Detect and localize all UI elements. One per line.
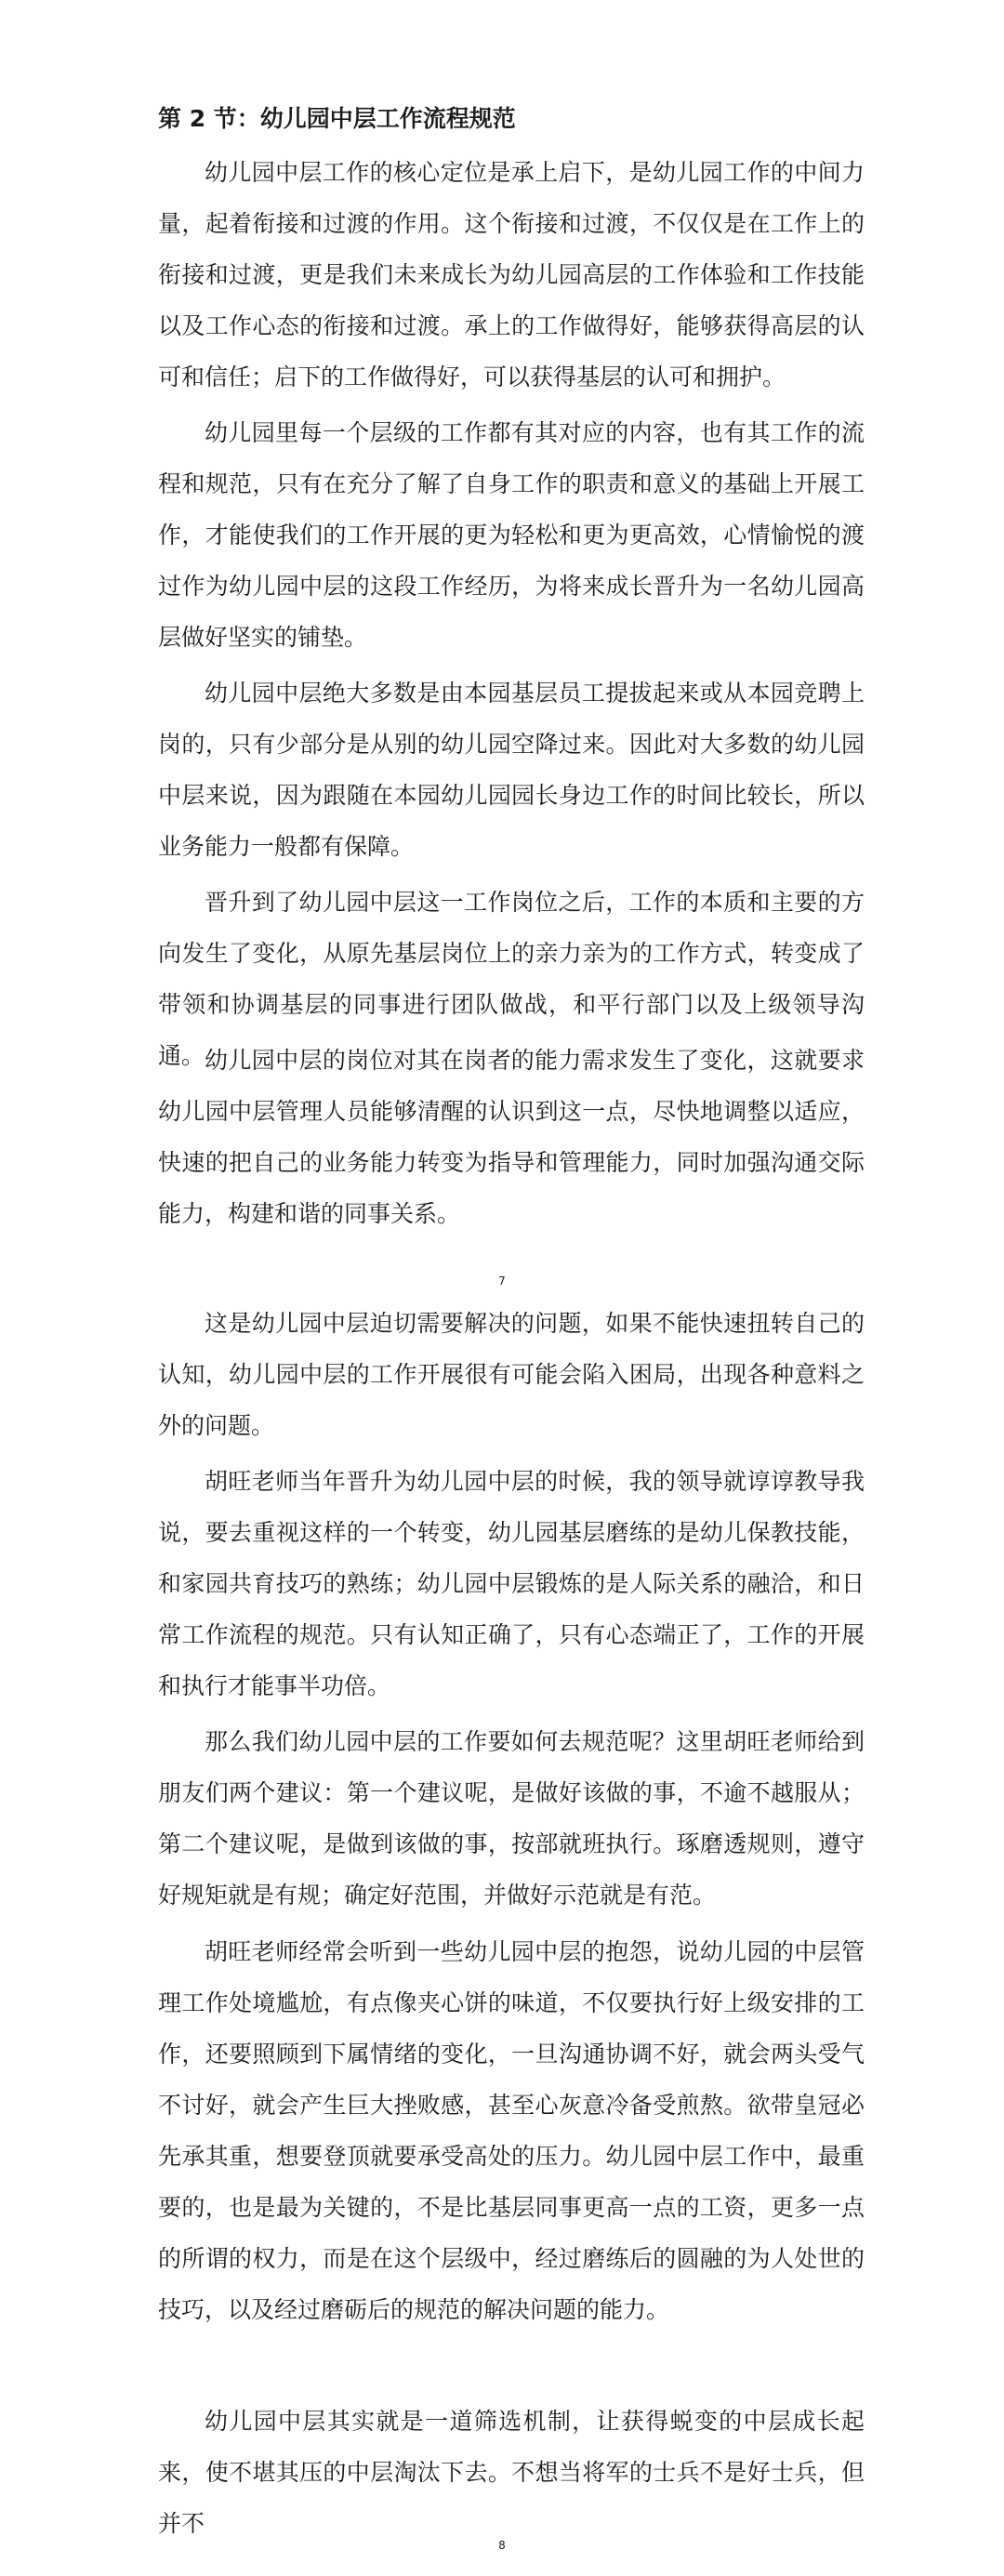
- paragraph-workflow-standards: 幼儿园里每一个层级的工作都有其对应的内容，也有其工作的流程和规范，只有在充分了解了自身工作的职责和意义的基础上开展工作，才能使我们的工作开展的更为轻松和更为更高效，心情愉悦的渡过作为幼儿园中层的这段工作经历，为将来成长晋升为一名幼儿园高层做好坚实的铺垫。: [158, 419, 865, 651]
- page-number: 7: [498, 1275, 506, 1288]
- paragraph-screening-mechanism: 幼儿园中层其实就是一道筛选机制，让获得蜕变的中层成长起来，使不堪其压的中层淘汰下去。不想当将军的士兵不是好士兵，但并不: [158, 2408, 865, 2537]
- section-title: 第 2 节：幼儿园中层工作流程规范: [158, 105, 516, 132]
- paragraph-two-suggestions: 那么我们幼儿园中层的工作要如何去规范呢？这里胡旺老师给到朋友们两个建议：第一个建议呢，是做好该做的事，不逾不越服从；第二个建议呢，是做到该做的事，按部就班执行。琢磨透规则，遵守好规矩就是有规；确定好范围，并做好示范就是有范。: [158, 1728, 865, 1909]
- paragraph-middle-pressure: 胡旺老师经常会听到一些幼儿园中层的抱怨，说幼儿园的中层管理工作处境尴尬，有点像夹心饼的味道，不仅要执行好上级安排的工作，还要照顾到下属情绪的变化，一旦沟通协调不好，就会两头受气不讨好，就会产生巨大挫败感，甚至心灰意冷备受煎熬。欲带皇冠必先承其重，想要登顶就要承受高处的压力。幼儿园中层工作中，最重要的，也是最为关键的，不是比基层同事更高一点的工资，更多一点的所谓的权力，而是在这个层级中，经过磨练后的圆融的为人处世的技巧，以及经过磨砺后的规范的解决问题的能力。: [158, 1938, 865, 2323]
- paragraph-core-positioning: 幼儿园中层工作的核心定位是承上启下，是幼儿园工作的中间力量，起着衔接和过渡的作用。这个衔接和过渡，不仅仅是在工作上的衔接和过渡，更是我们未来成长为幼儿园高层的工作体验和工作技能以及工作心态的衔接和过渡。承上的工作做得好，能够获得高层的认可和信任；启下的工作做得好，可以获得基层的认可和拥护。: [158, 159, 865, 390]
- paragraph-ability-requirements: 幼儿园中层的岗位对其在岗者的能力需求发生了变化，这就要求幼儿园中层管理人员能够清醒的认识到这一点，尽快地调整以适应，快速的把自己的业务能力转变为指导和管理能力，同时加强沟通交际能力，构建和谐的同事关系。: [158, 1047, 865, 1227]
- paragraph-urgent-problem: 这是幼儿园中层迫切需要解决的问题，如果不能快速扭转自己的认知，幼儿园中层的工作开展很有可能会陷入困局，出现各种意料之外的问题。: [158, 1310, 865, 1439]
- page-number: 8: [498, 2539, 506, 2552]
- paragraph-promotion-source: 幼儿园中层绝大多数是由本园基层员工提拔起来或从本园竞聘上岗的，只有少部分是从别的幼儿园空降过来。因此对大多数的幼儿园中层来说，因为跟随在本园幼儿园园长身边工作的时间比较长，所以业务能力一般都有保障。: [158, 680, 865, 860]
- paragraph-role-change: 晋升到了幼儿园中层这一工作岗位之后，工作的本质和主要的方向发生了变化，从原先基层岗位上的亲力亲为的工作方式，转变成了带领和协调基层的同事进行团队做战，和平行部门以及上级领导沟通。: [158, 889, 865, 1069]
- paragraph-leader-advice: 胡旺老师当年晋升为幼儿园中层的时候，我的领导就谆谆教导我说，要去重视这样的一个转变，幼儿园基层磨练的是幼儿保教技能，和家园共育技巧的熟练；幼儿园中层锻炼的是人际关系的融洽，和日常工作流程的规范。只有认知正确了，只有心态端正了，工作的开展和执行才能事半功倍。: [158, 1468, 865, 1699]
